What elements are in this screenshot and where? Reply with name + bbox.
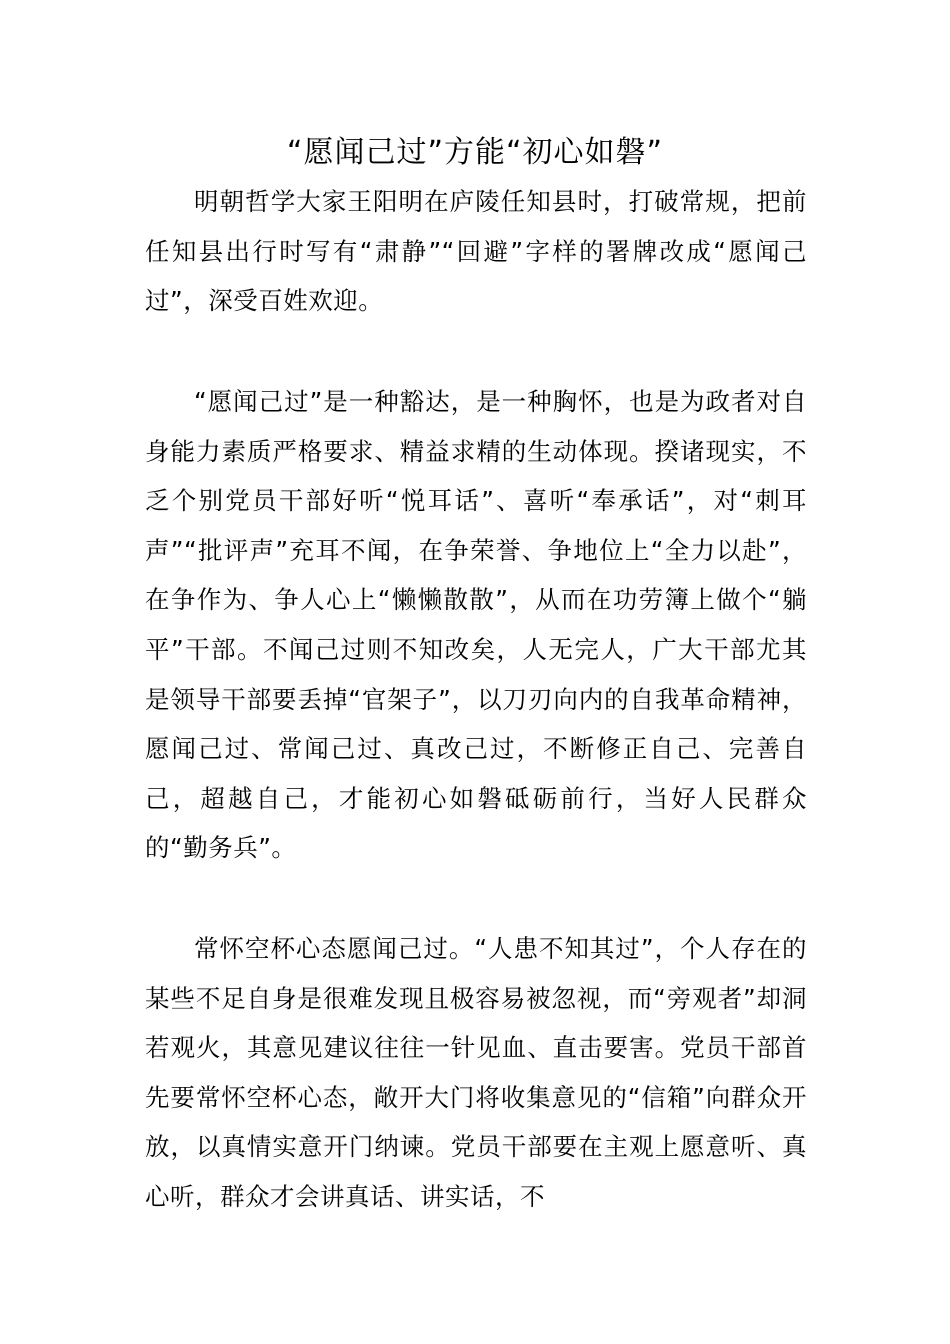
paragraph-intro: 明朝哲学大家王阳明在庐陵任知县时，打破常规，把前任知县出行时写有“肃静”“回避”字样的署牌改成“愿闻己过”，深受百姓欢迎。 — [145, 187, 807, 316]
paragraph-reflection: “愿闻己过”是一种豁达，是一种胸怀，也是为政者对自身能力素质严格要求、精益求精的生动体现。揆诸现实，不乏个别党员干部好听“悦耳话”、喜听“奉承话”，对“刺耳声”“批评声”充耳不闻，在争荣誉、争地位上“全力以赴”，在争作为、争人心上“懒懒散散”，从而在功劳簿上做个“躺平”干部。不闻己过则不知改矣，人无完人，广大干部尤其是领导干部要丢掉“官架子”，以刀刃向内的自我革命精神，愿闻己过、常闻己过、真改己过，不断修正自己、完善自己，超越自己，才能初心如磐砥砺前行，当好人民群众的“勤务兵”。 — [145, 387, 807, 863]
document-title: “愿闻己过”方能“初心如磐” — [286, 135, 664, 170]
paragraph-open-mind: 常怀空杯心态愿闻己过。“人患不知其过”，个人存在的某些不足自身是很难发现且极容易被忽视，而“旁观者”却洞若观火，其意见建议往往一针见血、直击要害。党员干部首先要常怀空杯心态，敞开大门将收集意见的“信箱”向群众开放，以真情实意开门纳谏。党员干部要在主观上愿意听、真心听，群众才会讲真话、讲实话，不 — [145, 934, 807, 1211]
